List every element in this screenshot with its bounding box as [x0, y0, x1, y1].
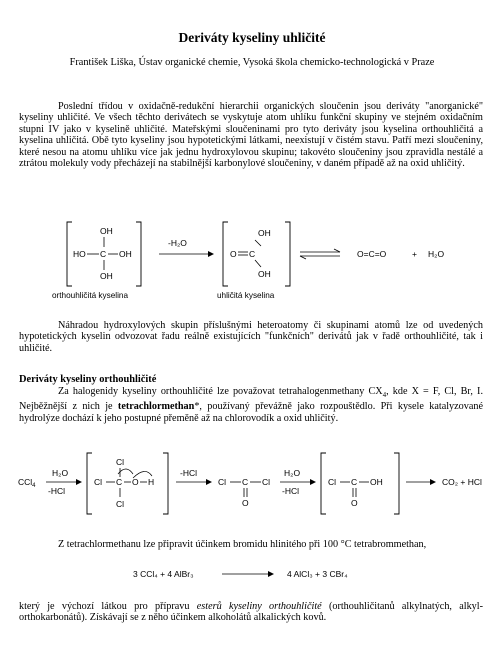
ccl4-label: CCl$_4$: [18, 477, 36, 489]
ortho-c: C: [100, 249, 107, 259]
ortho-oh-right: OH: [119, 249, 132, 259]
tetrabromomethane-paragraph: Z tetrachlormethanu lze připravit účinkem bromidu hlinitého při 100 °C tetrabrommethan,: [58, 539, 427, 550]
page-title: Deriváty kyseliny uhličité: [178, 30, 326, 45]
arrow3-bottom: -HCl: [282, 486, 299, 496]
phosgene-o: O: [242, 498, 249, 508]
ortho-oh-top: OH: [100, 226, 113, 236]
phosgene-c: C: [242, 477, 249, 487]
intermediate-cl-left: Cl: [94, 477, 103, 487]
arrow1-label: -H₂O: [168, 238, 187, 248]
intermediate-cl-bottom: Cl: [116, 499, 125, 509]
chloroformic-cl: Cl: [328, 477, 337, 487]
functional-derivatives-paragraph: Náhradou hydroxylových skupin příslušnými heteroatomy či skupinami atomů lze od uvedených hypotetických kyselin odvozovat řadu reálně existujících "funkčních" derivátů jak v řadě orthouhličité, tak i uhličité.: [19, 320, 483, 354]
equation-left: 3 CCl₄ + 4 AlBr₃: [133, 569, 194, 579]
arrow1-top: H₂O: [52, 468, 69, 478]
final-products: CO₂ + HCl: [442, 477, 482, 487]
intermediate-o: O: [132, 477, 139, 487]
label-orthocarbonic: orthouhličitá kyselina: [52, 291, 129, 300]
ortho-ho-left: HO: [73, 249, 86, 259]
arrow3-top: H₂O: [284, 468, 301, 478]
carbonic-c: C: [249, 249, 256, 259]
phosgene-cl-right: Cl: [262, 477, 271, 487]
equation-right: 4 AlCl₃ + 3 CBr₄: [287, 569, 348, 579]
ortho-oh-bottom: OH: [100, 271, 113, 281]
authors-line: František Liška, Ústav organické chemie, Vysoká škola chemicko-technologická v Praze: [69, 57, 435, 68]
carbonic-o: O: [230, 249, 237, 259]
arrow1-bottom: -HCl: [48, 486, 65, 496]
section-heading: Deriváty kyseliny orthouhličité: [19, 374, 157, 385]
equation-tetrabromomethane: [0, 565, 504, 585]
carbonic-oh-bottom: OH: [258, 269, 271, 279]
intermediate-h: H: [148, 477, 155, 487]
intro-paragraph: Poslední třídou v oxidačně-redukční hierarchii organických sloučenin jsou deriváty "anorganické" kyseliny uhličité. Ve všech těchto derivátech se vyskytuje atom uhlíku funkční skupiny ve stejném oxidačním stupni IV jako v kyselině uhličité. Mateřskými sloučeninami pro tyto deriváty jsou kyselina orthouhličitá a kyselina uhličitá. Obě tyto kyseliny jsou hypotetickými látkami, neexistují v čistém stavu. Patří mezi sloučeniny, které nesou na atomu uhlíku více jak jednu hydroxylovou skupinu; takovéto sloučeniny jsou zpravidla nestálé a ztrátou molekuly vody přecházejí na stabilnější karbonylové sloučeniny, v daném případě až na oxid uhličitý.: [19, 101, 483, 170]
plus-sign: +: [412, 249, 417, 259]
chloroformic-c: C: [351, 477, 358, 487]
water-formula: H₂O: [428, 249, 445, 259]
co2-formula: O=C=O: [357, 249, 387, 259]
chloroformic-oh: OH: [370, 477, 383, 487]
halides-paragraph: Za halogenidy kyseliny orthouhličité lze považovat tetrahalogenmethany $CX_4$, kde X = F, Cl, Br, I. Nejběžnější z nich je tetrachlormethan*, používaný převážně jako rozpouštědlo. Při kysele katalyzované hydrolýze dochází k jeho postupné přeměně až na chlorovodík a oxid uhličitý.: [19, 386, 483, 424]
intermediate-c: C: [116, 477, 123, 487]
scheme-carbonic-acid: [0, 214, 504, 306]
arrow2-top: -HCl: [180, 468, 197, 478]
chloroformic-o: O: [351, 498, 358, 508]
intermediate-cl-top: Cl: [116, 457, 125, 467]
label-carbonic: uhličitá kyselina: [217, 291, 275, 300]
orthoester-paragraph: který je výchozí látkou pro přípravu esterů kyseliny orthouhličité (orthouhličitanů alkylnatých, alkyl-orthokarbonátů). Získávají se z něho účinkem alkoholátů alkalických kovů.: [19, 601, 483, 624]
phosgene-cl-left: Cl: [218, 477, 227, 487]
carbonic-oh-top: OH: [258, 228, 271, 238]
scheme-ccl4-hydrolysis: [0, 450, 504, 522]
